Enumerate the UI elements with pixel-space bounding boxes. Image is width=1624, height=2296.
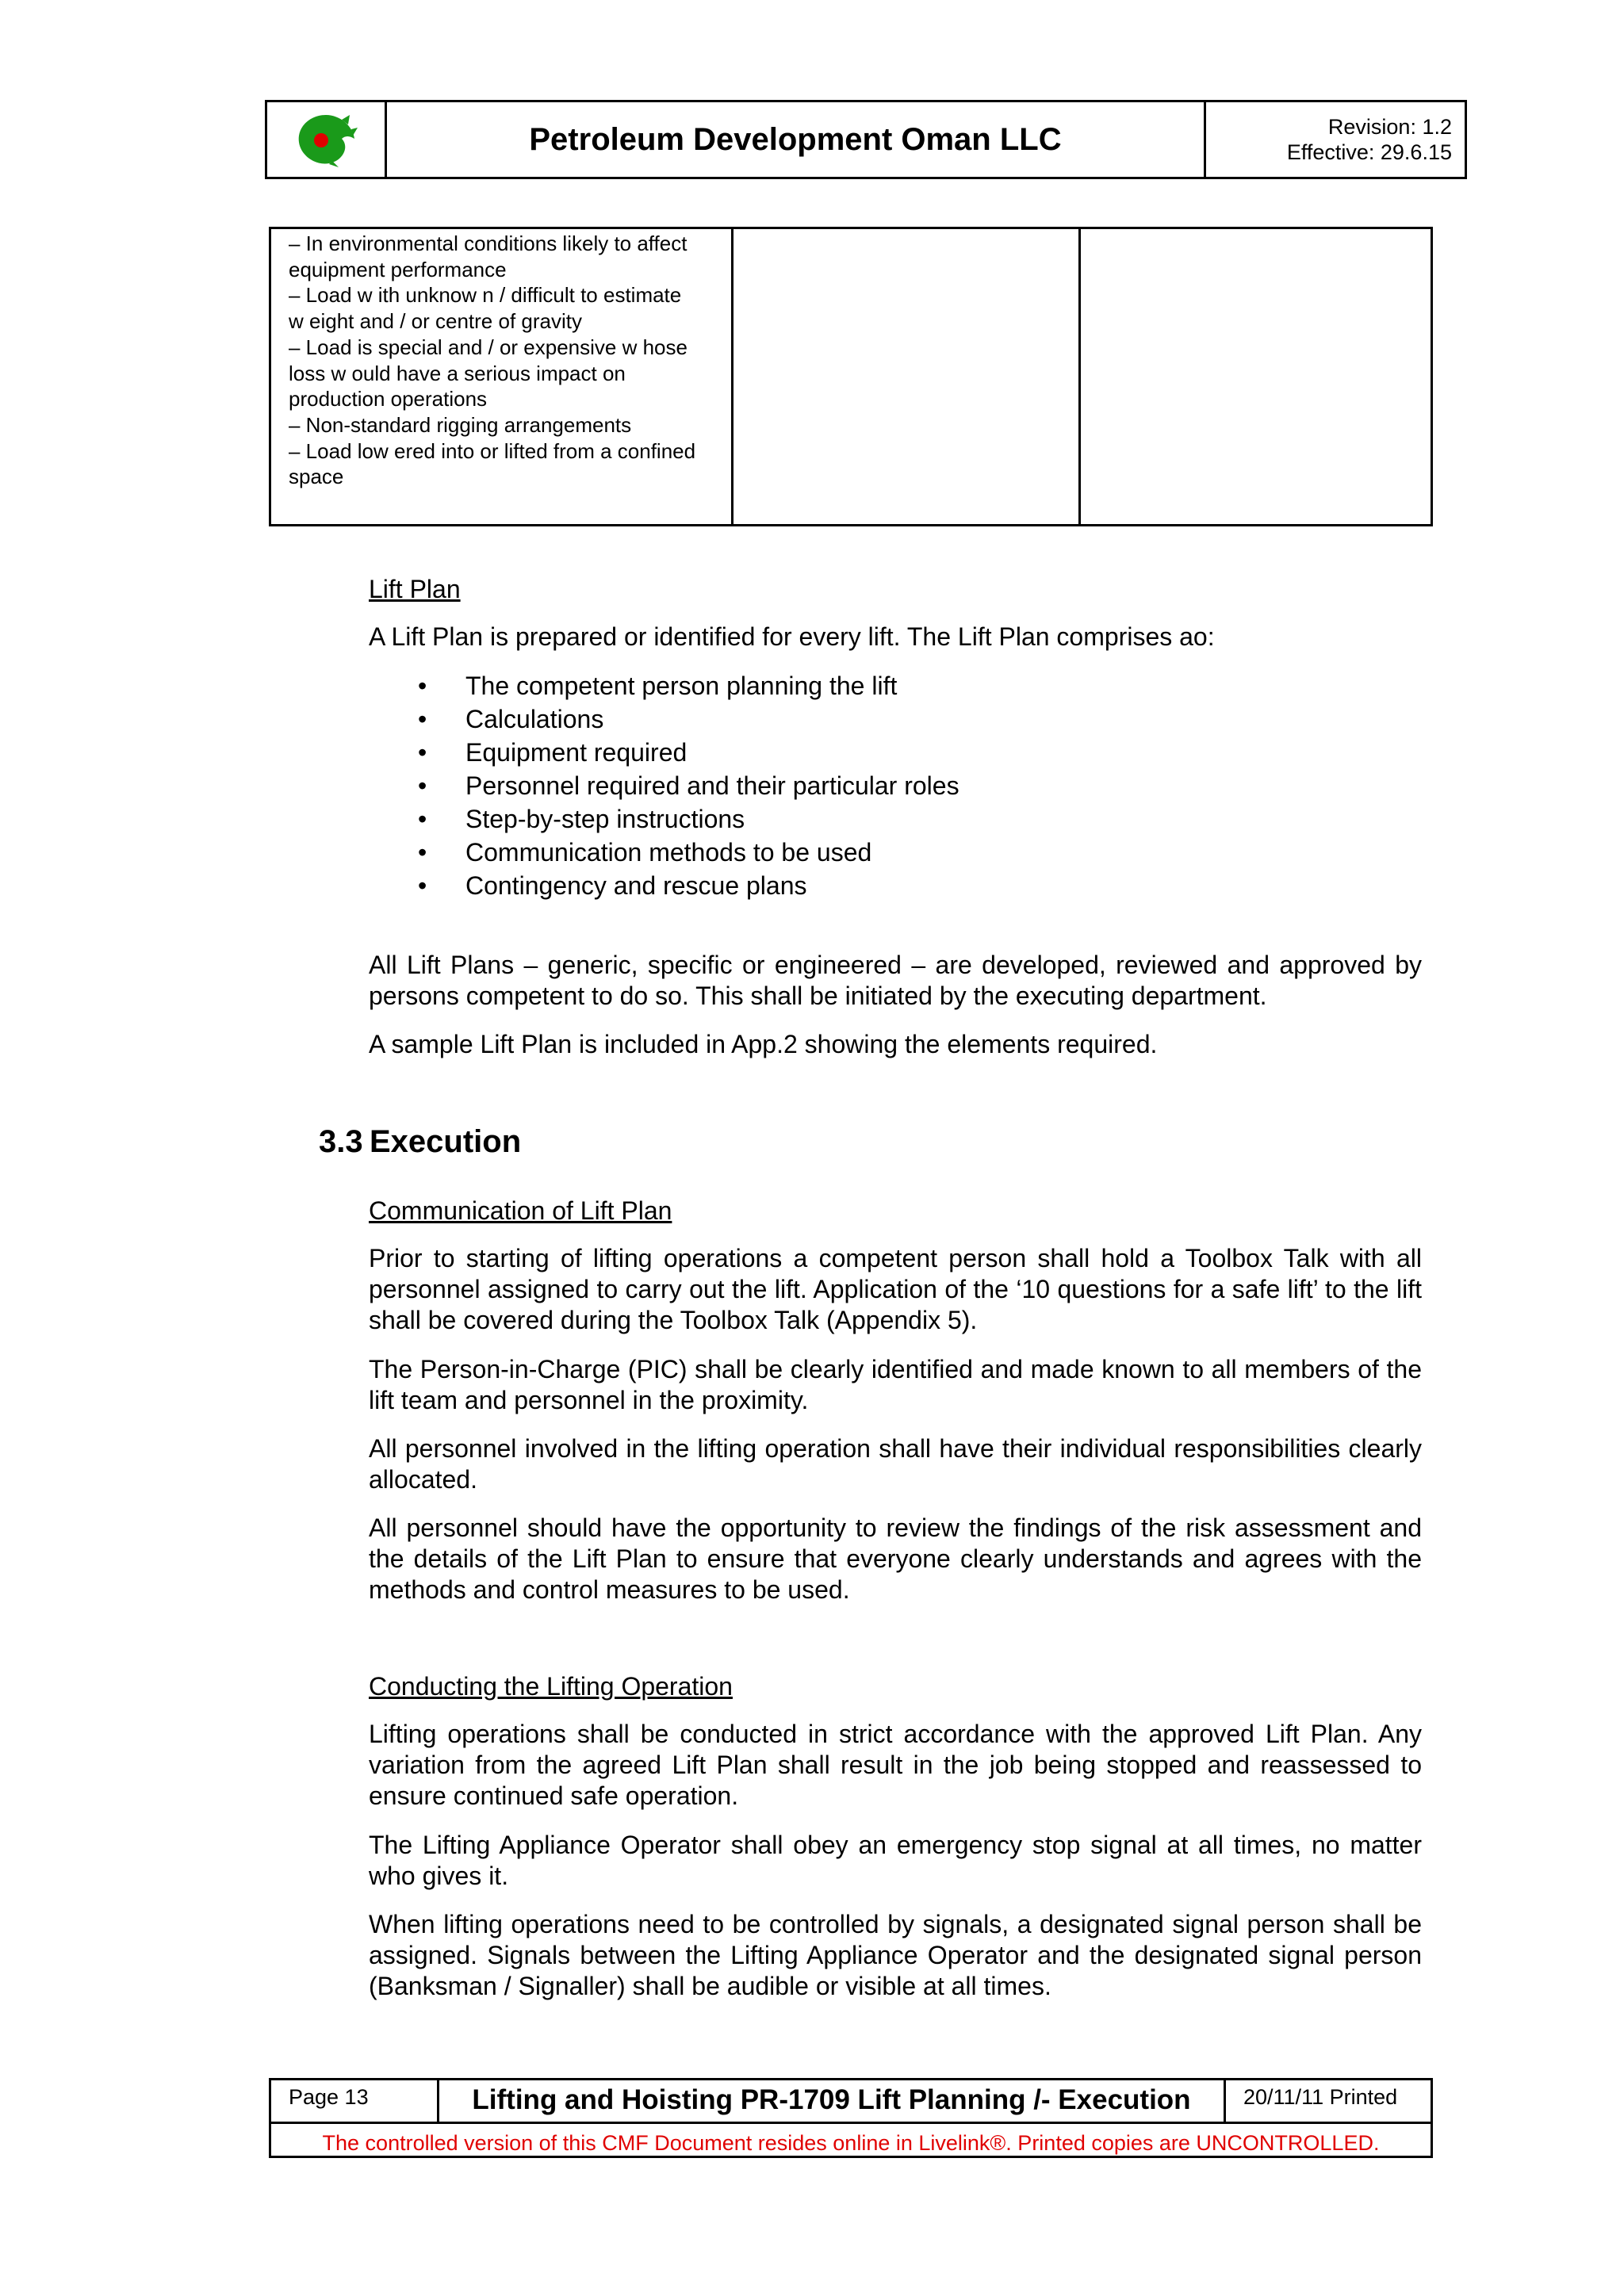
table-cell-empty bbox=[1081, 229, 1431, 524]
printed-date: 20/11/11 Printed bbox=[1243, 2085, 1398, 2109]
communication-paragraph: Prior to starting of lifting operations a competent person shall hold a Toolbox Talk with all personnel assigned to carry out the lift. Application of the ‘10 questions for a safe lift’ to the lift shall be covered during the Toolbox Talk (Appendix 5). bbox=[369, 1244, 1422, 1334]
bullet-icon: • bbox=[418, 871, 427, 900]
communication-heading: Communication of Lift Plan bbox=[369, 1196, 672, 1225]
bullet-icon: • bbox=[418, 738, 427, 767]
bullet-icon: • bbox=[418, 805, 427, 833]
bullet-icon: • bbox=[418, 672, 427, 700]
communication-paragraph: The Person-in-Charge (PIC) shall be clearly identified and made known to all members of the lift team and personnel in the proximity. bbox=[369, 1355, 1422, 1414]
table-line: – In environmental conditions likely to affect bbox=[289, 232, 688, 255]
criteria-table bbox=[269, 227, 1433, 526]
logo-cell bbox=[267, 102, 387, 177]
table-line: loss w ould have a serious impact on bbox=[289, 361, 626, 385]
lift-plan-sample-note: A sample Lift Plan is included in App.2 showing the elements required. bbox=[369, 1030, 1158, 1058]
company-name: Petroleum Development Oman LLC bbox=[387, 102, 1206, 177]
section-number: 3.3 bbox=[319, 1124, 363, 1159]
communication-paragraph: All personnel should have the opportunity to review the findings of the risk assessment and the details of the Lift Plan to ensure that everyone clearly understands and agrees with the methods and control measures to be used. bbox=[369, 1513, 1422, 1604]
table-cell-criteria bbox=[271, 229, 733, 524]
page-number: Page 13 bbox=[271, 2080, 439, 2122]
table-line: – Load is special and / or expensive w hose bbox=[289, 335, 688, 359]
table-line: w eight and / or centre of gravity bbox=[289, 309, 582, 334]
conducting-paragraph: Lifting operations shall be conducted in strict accordance with the approved Lift Plan. Any variation from the agreed Lift Plan shall result in the job being stopped and reassessed to ensure continued safe operation. bbox=[369, 1720, 1422, 1810]
bullet-icon: • bbox=[418, 705, 427, 733]
lift-plan-intro: A Lift Plan is prepared or identified for every lift. The Lift Plan comprises ao: bbox=[369, 622, 1215, 651]
lift-plan-heading: Lift Plan bbox=[369, 575, 461, 603]
list-item: Calculations bbox=[465, 705, 604, 733]
table-line: equipment performance bbox=[289, 257, 507, 281]
bullet-icon: • bbox=[418, 771, 427, 800]
conducting-paragraph: The Lifting Appliance Operator shall obey an emergency stop signal at all times, no matter who gives it. bbox=[369, 1831, 1422, 1890]
table-line: space bbox=[289, 465, 344, 489]
footer-row bbox=[271, 2080, 1431, 2124]
revision-info bbox=[1206, 102, 1465, 177]
lift-plan-paragraph: All Lift Plans – generic, specific or engineered – are developed, reviewed and approved by persons competent to do so. This shall be initiated by the executing department. bbox=[369, 951, 1422, 1010]
list-item: Step-by-step instructions bbox=[465, 805, 745, 833]
document-footer bbox=[269, 2078, 1433, 2158]
pdo-logo-icon bbox=[294, 112, 358, 167]
conducting-heading: Conducting the Lifting Operation bbox=[369, 1672, 733, 1701]
list-item: Equipment required bbox=[465, 738, 688, 767]
footer-document-title: Lifting and Hoisting PR-1709 Lift Planning /- Execution bbox=[439, 2080, 1226, 2122]
document-header bbox=[265, 100, 1467, 179]
table-line: – Load low ered into or lifted from a confined bbox=[289, 438, 696, 463]
conducting-paragraph: When lifting operations need to be controlled by signals, a designated signal person shall be assigned. Signals between the Lifting Appliance Operator and the designated signal person (Banksman / Signaller) shall be audible or visible at all times. bbox=[369, 1910, 1422, 2000]
list-item: The competent person planning the lift bbox=[465, 672, 898, 700]
table-line: production operations bbox=[289, 387, 488, 411]
table-line: – Load w ith unknow n / difficult to estimate bbox=[289, 283, 682, 308]
table-cell-empty bbox=[733, 229, 1081, 524]
list-item: Contingency and rescue plans bbox=[465, 871, 807, 900]
communication-paragraph: All personnel involved in the lifting operation shall have their individual responsibilities clearly allocated. bbox=[369, 1434, 1422, 1494]
uncontrolled-copy-note: The controlled version of this CMF Document resides online in Livelink®. Printed copies are UNCONTROLLED. bbox=[322, 2131, 1380, 2155]
revision-number: Revision: 1.2 bbox=[1327, 115, 1452, 139]
effective-date: Effective: 29.6.15 bbox=[1286, 140, 1452, 164]
table-line: – Non-standard rigging arrangements bbox=[289, 412, 632, 437]
list-item: Communication methods to be used bbox=[465, 838, 872, 867]
list-item: Personnel required and their particular roles bbox=[465, 771, 959, 800]
section-title: Execution bbox=[370, 1124, 522, 1159]
bullet-icon: • bbox=[418, 838, 427, 867]
